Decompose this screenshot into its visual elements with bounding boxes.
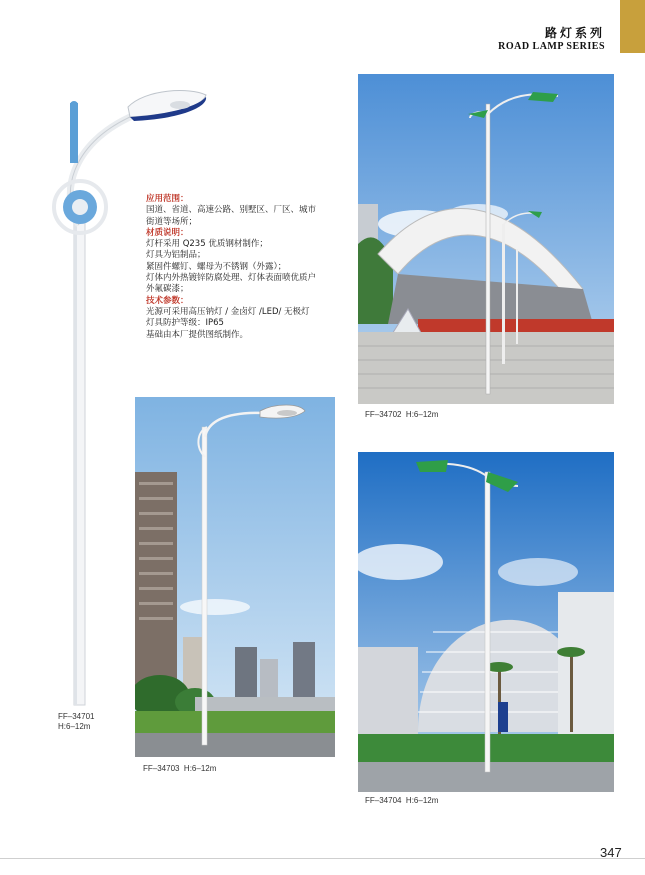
photo-stadium-34702 — [358, 74, 614, 404]
caption-model-34703: FF–34703 — [143, 764, 180, 773]
material-line: 灯具为铝制品； — [146, 250, 206, 261]
header-title-en: ROAD LAMP SERIES — [498, 41, 605, 52]
footer-rule — [0, 858, 645, 859]
caption-34702 — [365, 410, 438, 419]
photo-dome-building-34704 — [358, 452, 614, 792]
material-line: 紧固件螺钉、螺母为不锈钢（外露）； — [146, 261, 287, 272]
scope-line: 街道等场所； — [146, 216, 198, 227]
material-line: 灯体内外热镀锌防腐处理、灯体表面喷优质户 — [146, 273, 317, 284]
caption-height-34702: H:6–12m — [405, 410, 439, 419]
scope-line: 国道、省道、高速公路、别墅区、厂区、城市 — [146, 205, 317, 216]
caption-model-34702: FF–34702 — [365, 410, 402, 419]
caption-model-34701: FF–34701 — [58, 712, 95, 721]
tech-line: 光源可采用高压钠灯 / 金卤灯 /LED/ 无极灯 — [146, 306, 310, 317]
caption-height-34703: H:6–12m — [183, 764, 217, 773]
material-heading: 材质说明： — [146, 227, 189, 238]
page-number: 347 — [600, 845, 622, 860]
scope-heading: 应用范围： — [146, 194, 189, 204]
caption-model-34704: FF–34704 — [365, 796, 402, 805]
material-line: 灯杆采用 Q235 优质钢材制作； — [146, 239, 268, 250]
header-title-cn: 路灯系列 — [544, 26, 605, 40]
caption-34703 — [143, 764, 216, 773]
caption-height-34704: H:6–12m — [405, 796, 439, 805]
tech-line: 基础由本厂提供图纸制作。 — [146, 329, 249, 340]
photo-roadside-34703 — [135, 397, 335, 757]
tech-heading: 技术参数： — [146, 295, 189, 306]
material-line: 外氟碳漆； — [146, 284, 189, 295]
header-accent-tab — [620, 0, 645, 53]
tech-line: 灯具防护等级：IP65 — [146, 318, 224, 329]
product-info-block — [146, 194, 346, 341]
caption-height-34701: H:6–12m — [58, 722, 91, 731]
caption-34704 — [365, 796, 438, 805]
